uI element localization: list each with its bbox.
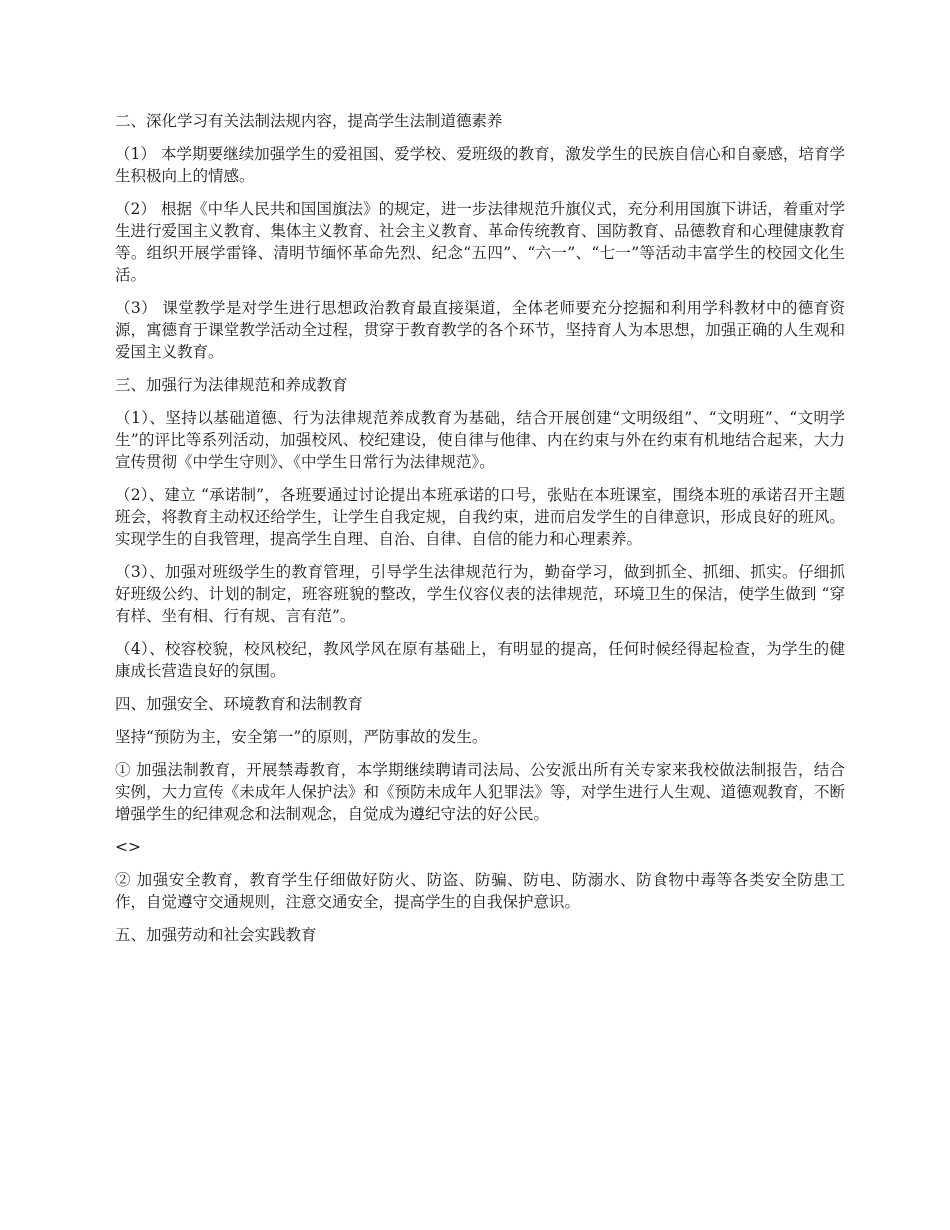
paragraph-2-3: （3） 课堂教学是对学生进行思想政治教育最直接渠道，全体老师要充分挖掘和利用学科教材中的德育资源，寓德育于课堂教学活动全过程，贯穿于教育教学的各个环节，坚持育人为本思想，加强正确的人生观和爱国主义教育。 <box>115 299 845 361</box>
paragraph-4-intro: 坚持“预防为主，安全第一”的原则，严防事故的发生。 <box>115 728 488 746</box>
section-heading-3: 三、加强行为法律规范和养成教育 <box>115 376 348 394</box>
paragraph-4-1: ① 加强法制教育，开展禁毒教育，本学期继续聘请司法局、公安派出所有关专家来我校做法制报告，结合实例，大力宣传《未成年人保护法》和《预防未成年人犯罪法》等，对学生进行人生观、道德观教育，不断增强学生的纪律观念和法制观念，自觉成为遵纪守法的好公民。 <box>115 761 845 823</box>
paragraph-2-1: （1） 本学期要继续加强学生的爱祖国、爱学校、爱班级的教育，激发学生的民族自信心和自豪感，培育学生积极向上的情感。 <box>115 145 845 185</box>
section-heading-2: 二、深化学习有关法制法规内容，提高学生法制道德素养 <box>115 112 503 130</box>
paragraph-3-2: （2）、建立 “承诺制”，各班要通过讨论提出本班承诺的口号，张贴在本班课室，围绕本班的承诺召开主题班会，将教育主动权还给学生，让学生自我定规，自我约束，进而启发学生的自律意识，形成良好的班风。实现学生的自我管理，提高学生自理、自治、自律、自信的能力和心理素养。 <box>115 486 845 548</box>
paragraph-3-4: （4）、校容校貌，校风校纪，教风学风在原有基础上，有明显的提高，任何时候经得起检查，为学生的健康成长营造良好的氛围。 <box>115 640 845 680</box>
document-body <box>115 110 845 957</box>
paragraph-4-2: ② 加强安全教育，教育学生仔细做好防火、防盗、防骗、防电、防溺水、防食物中毒等各类安全防患工作，自觉遵守交通规则，注意交通安全，提高学生的自我保护意识。 <box>115 871 845 911</box>
paragraph-marker: <> <box>115 838 141 856</box>
paragraph-2-2: （2） 根据《中华人民共和国国旗法》的规定，进一步法律规范升旗仪式，充分利用国旗下讲话，着重对学生进行爱国主义教育、集体主义教育、社会主义教育、革命传统教育、国防教育、品德教育和心理健康教育等。组织开展学雷锋、清明节缅怀革命先烈、纪念“五四”、“六一”、“七一”等活动丰富学生的校园文化生活。 <box>115 200 845 284</box>
section-heading-4: 四、加强安全、环境教育和法制教育 <box>115 695 364 713</box>
section-heading-5: 五、加强劳动和社会实践教育 <box>115 926 317 944</box>
paragraph-3-3: （3）、加强对班级学生的教育管理，引导学生法律规范行为，勤奋学习，做到抓全、抓细、抓实。仔细抓好班级公约、计划的制定，班容班貌的整改，学生仪容仪表的法律规范，环境卫生的保洁，使学生做到 “穿有样、坐有相、行有规、言有范”。 <box>115 563 845 625</box>
paragraph-3-1: （1）、坚持以基础道德、行为法律规范养成教育为基础，结合开展创建“文明级组”、“文明班”、“文明学生”的评比等系列活动，加强校风、校纪建设，使自律与他律、内在约束与外在约束有机地结合起来，大力宣传贯彻《中学生守则》、《中学生日常行为法律规范》。 <box>115 409 845 471</box>
